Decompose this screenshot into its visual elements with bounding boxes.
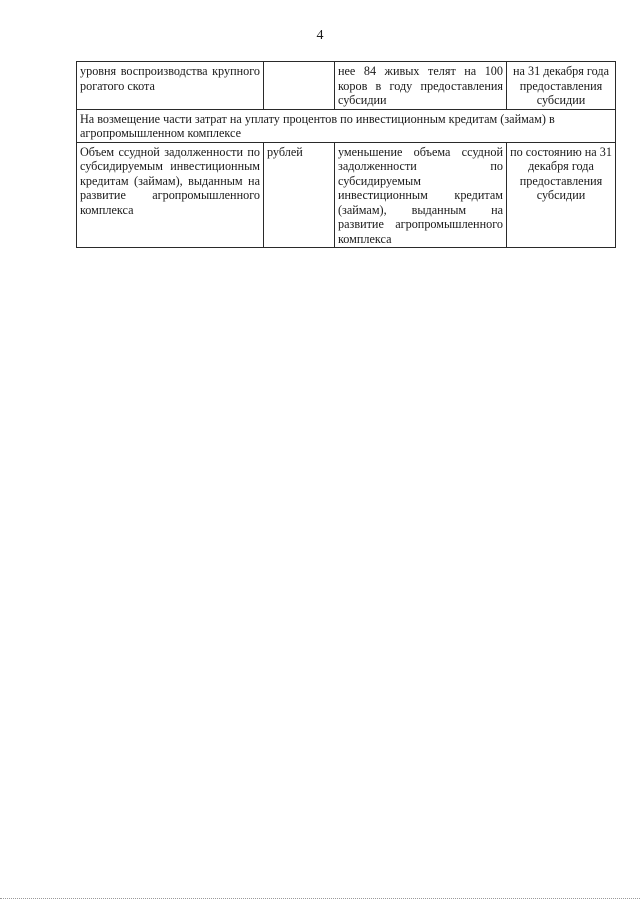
value-cell: уменьшение объема ссудной задолженности по субсидируемым инвестиционным кредитам (займам), выданным на развитие агропромышленного комплекса xyxy=(335,142,507,248)
page-bottom-divider xyxy=(0,898,640,899)
section-header-row xyxy=(77,109,616,142)
unit-cell xyxy=(264,62,335,110)
indicators-table xyxy=(76,61,616,248)
date-cell: на 31 декабря года предоставления субсидии xyxy=(507,62,616,110)
indicator-cell: Объем ссудной задолженности по субсидируемым инвестиционным кредитам (займам), выданным на развитие агропромышленного комплекса xyxy=(77,142,264,248)
indicator-cell: уровня воспроизводства крупного рогатого скота xyxy=(77,62,264,110)
unit-cell: рублей xyxy=(264,142,335,248)
date-cell: по состоянию на 31 декабря года предоставления субсидии xyxy=(507,142,616,248)
page-number: 4 xyxy=(316,28,324,43)
value-cell: нее 84 живых телят на 100 коров в году предоставления субсидии xyxy=(335,62,507,110)
section-title: На возмещение части затрат на уплату процентов по инвестиционным кредитам (займам) в агропромышленном комплексе xyxy=(77,109,616,142)
table-row xyxy=(77,142,616,248)
table-row xyxy=(77,62,616,110)
